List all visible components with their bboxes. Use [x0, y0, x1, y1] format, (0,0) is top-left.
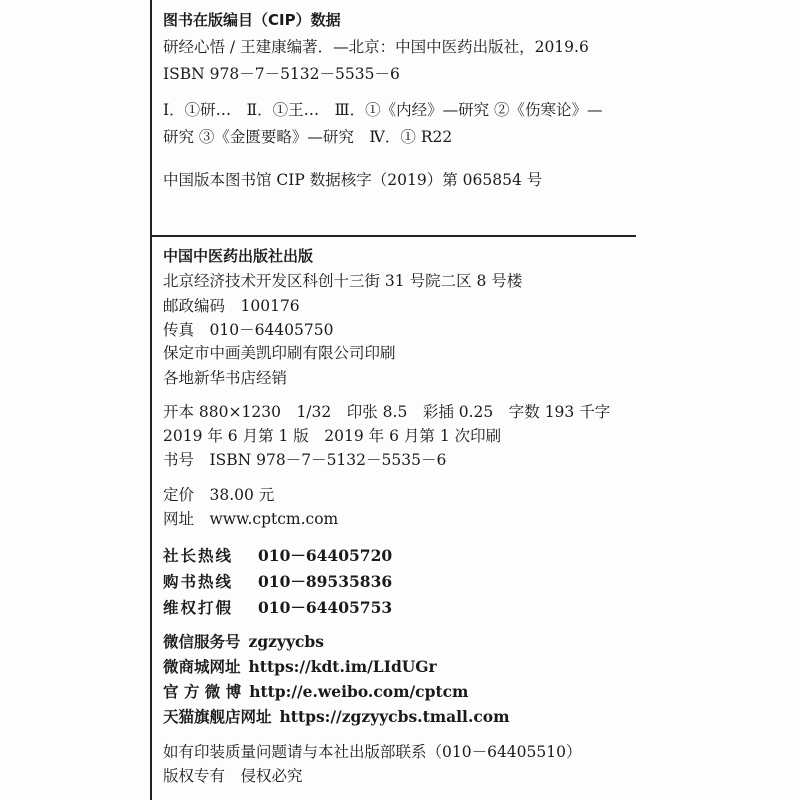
channel-value: https://kdt.im/LIdUGr — [248, 657, 437, 676]
publisher-name: 中国中医药出版社出版 — [163, 247, 314, 265]
website: 网址 www.cptcm.com — [163, 510, 339, 528]
channel-micro-mall — [163, 657, 437, 677]
channel-value: zgzyycbs — [248, 632, 324, 651]
hotline-number: 010－64405753 — [258, 598, 393, 617]
quality-notice: 如有印装质量问题请与本社出版部联系（010－64405510） — [163, 743, 582, 761]
hotline-number: 010－89535836 — [258, 572, 393, 591]
channel-value: https://zgzyycbs.tmall.com — [279, 707, 510, 726]
channel-tmall — [163, 707, 510, 727]
channel-label: 天猫旗舰店网址 — [163, 708, 272, 726]
cip-isbn: ISBN 978－7－5132－5535－6 — [163, 65, 400, 83]
left-border-line — [150, 0, 152, 800]
channel-wechat — [163, 632, 324, 652]
printer-info: 保定市中画美凯印刷有限公司印刷 — [163, 344, 396, 362]
channel-label: 微商城网址 — [163, 658, 241, 676]
hotline-president — [163, 546, 392, 566]
distributor-info: 各地新华书店经销 — [163, 369, 288, 387]
cip-library-record: 中国版本图书馆 CIP 数据核字（2019）第 065854 号 — [163, 171, 543, 189]
cip-divider — [150, 235, 636, 237]
channel-label: 官 方 微 博 — [163, 683, 242, 701]
publisher-address: 北京经济技术开发区科创十三街 31 号院二区 8 号楼 — [163, 272, 523, 290]
cip-heading: 图书在版编目（CIP）数据 — [163, 11, 341, 29]
channel-label: 微信服务号 — [163, 633, 241, 651]
publisher-fax: 传真 010－64405750 — [163, 321, 334, 339]
copyright-notice: 版权专有 侵权必究 — [163, 767, 303, 785]
cip-subject-line-2: 研究 ③《金匮要略》—研究 Ⅳ．① R22 — [163, 128, 453, 146]
book-number: 书号 ISBN 978－7－5132－5535－6 — [163, 451, 447, 469]
hotline-label: 购书热线 — [163, 573, 234, 591]
cip-bibliographic-line: 研经心悟 / 王建康编著．—北京：中国中医药出版社，2019.6 — [163, 38, 589, 56]
channel-value: http://e.weibo.com/cptcm — [249, 682, 469, 701]
channel-weibo — [163, 682, 468, 702]
edition-info: 2019 年 6 月第 1 版 2019 年 6 月第 1 次印刷 — [163, 427, 502, 445]
publisher-postcode: 邮政编码 100176 — [163, 297, 300, 315]
hotline-purchase — [163, 572, 392, 592]
format-specs: 开本 880×1230 1/32 印张 8.5 彩插 0.25 字数 193 千字 — [163, 403, 611, 421]
hotline-number: 010－64405720 — [258, 546, 393, 565]
hotline-anti-piracy — [163, 598, 392, 618]
hotline-label: 维权打假 — [163, 599, 234, 617]
cip-subject-line-1: Ⅰ．①研… Ⅱ．①王… Ⅲ．①《内经》—研究 ②《伤寒论》— — [163, 101, 603, 119]
price: 定价 38.00 元 — [163, 486, 275, 504]
hotline-label: 社长热线 — [163, 547, 234, 565]
